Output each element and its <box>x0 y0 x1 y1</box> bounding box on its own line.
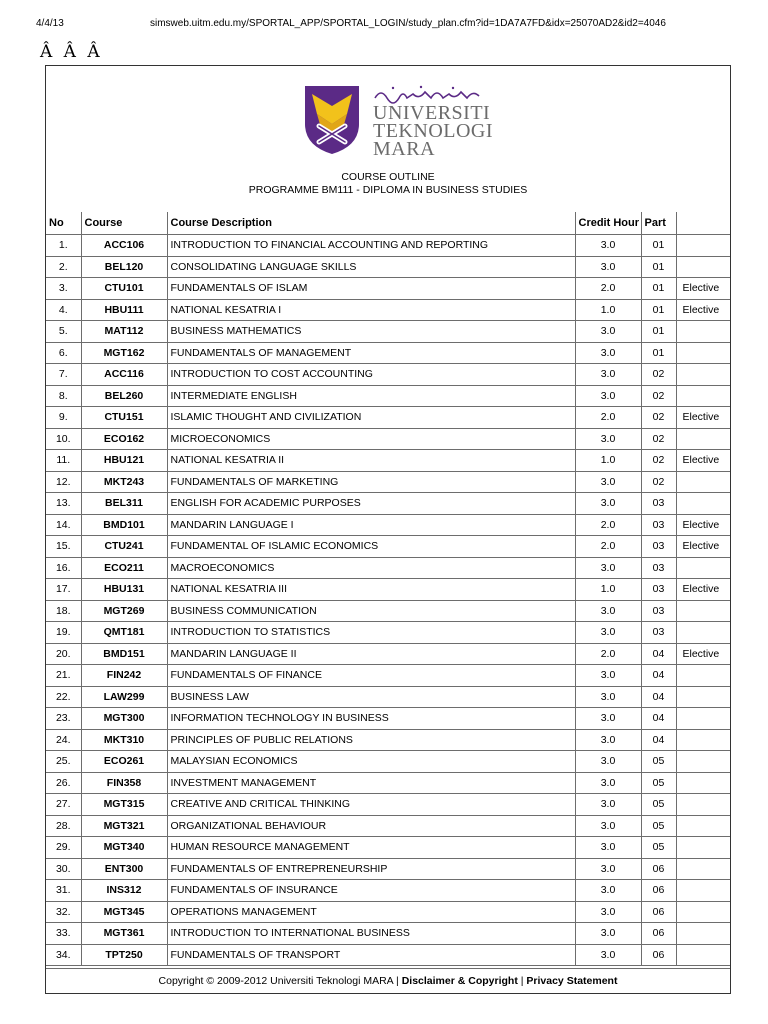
row-number: 12. <box>46 471 81 493</box>
course-description: MANDARIN LANGUAGE I <box>167 514 575 536</box>
table-row <box>46 729 730 751</box>
header-credit-hour: Credit Hour <box>575 212 641 235</box>
part-number: 02 <box>641 450 676 472</box>
row-number: 19. <box>46 622 81 644</box>
part-number: 05 <box>641 751 676 773</box>
uitm-crest-icon <box>303 84 361 156</box>
part-number: 03 <box>641 579 676 601</box>
stray-characters: Â Â Â <box>40 42 103 62</box>
row-number: 5. <box>46 321 81 343</box>
course-code: MGT269 <box>81 600 167 622</box>
privacy-statement-link[interactable]: Privacy Statement <box>526 975 618 987</box>
elective-flag: Elective <box>676 536 730 558</box>
credit-hour: 3.0 <box>575 708 641 730</box>
credit-hour: 2.0 <box>575 643 641 665</box>
course-code: MAT112 <box>81 321 167 343</box>
course-code: MGT300 <box>81 708 167 730</box>
course-description: MICROECONOMICS <box>167 428 575 450</box>
credit-hour: 3.0 <box>575 557 641 579</box>
part-number: 06 <box>641 858 676 880</box>
table-row <box>46 751 730 773</box>
part-number: 01 <box>641 278 676 300</box>
part-number: 04 <box>641 643 676 665</box>
course-description: MANDARIN LANGUAGE II <box>167 643 575 665</box>
elective-flag <box>676 428 730 450</box>
course-description: NATIONAL KESATRIA II <box>167 450 575 472</box>
row-number: 31. <box>46 880 81 902</box>
part-number: 04 <box>641 729 676 751</box>
part-number: 06 <box>641 944 676 966</box>
part-number: 05 <box>641 815 676 837</box>
course-description: HUMAN RESOURCE MANAGEMENT <box>167 837 575 859</box>
part-number: 04 <box>641 708 676 730</box>
credit-hour: 3.0 <box>575 858 641 880</box>
elective-flag <box>676 256 730 278</box>
course-code: ENT300 <box>81 858 167 880</box>
row-number: 24. <box>46 729 81 751</box>
elective-flag <box>676 235 730 257</box>
part-number: 06 <box>641 901 676 923</box>
elective-flag: Elective <box>676 299 730 321</box>
table-row <box>46 643 730 665</box>
course-description: OPERATIONS MANAGEMENT <box>167 901 575 923</box>
course-description: INTRODUCTION TO COST ACCOUNTING <box>167 364 575 386</box>
course-code: MGT340 <box>81 837 167 859</box>
table-row <box>46 794 730 816</box>
course-description: FUNDAMENTALS OF TRANSPORT <box>167 944 575 966</box>
elective-flag <box>676 708 730 730</box>
part-number: 02 <box>641 364 676 386</box>
elective-flag <box>676 385 730 407</box>
course-description: BUSINESS COMMUNICATION <box>167 600 575 622</box>
part-number: 01 <box>641 342 676 364</box>
part-number: 03 <box>641 514 676 536</box>
row-number: 6. <box>46 342 81 364</box>
table-row <box>46 622 730 644</box>
table-row <box>46 514 730 536</box>
elective-flag <box>676 364 730 386</box>
part-number: 01 <box>641 235 676 257</box>
logo-line-teknologi: TEKNOLOGI <box>373 120 494 142</box>
elective-flag <box>676 858 730 880</box>
row-number: 15. <box>46 536 81 558</box>
table-row <box>46 600 730 622</box>
course-code: CTU241 <box>81 536 167 558</box>
credit-hour: 3.0 <box>575 686 641 708</box>
course-code: INS312 <box>81 880 167 902</box>
header-elective <box>676 212 730 235</box>
row-number: 11. <box>46 450 81 472</box>
footer-separator: | <box>396 975 399 987</box>
course-description: FUNDAMENTALS OF ENTREPRENEURSHIP <box>167 858 575 880</box>
elective-flag: Elective <box>676 514 730 536</box>
elective-flag: Elective <box>676 278 730 300</box>
elective-flag <box>676 944 730 966</box>
credit-hour: 3.0 <box>575 471 641 493</box>
credit-hour: 3.0 <box>575 235 641 257</box>
course-code: TPT250 <box>81 944 167 966</box>
row-number: 1. <box>46 235 81 257</box>
elective-flag: Elective <box>676 643 730 665</box>
part-number: 02 <box>641 385 676 407</box>
part-number: 01 <box>641 299 676 321</box>
row-number: 17. <box>46 579 81 601</box>
course-code: ECO261 <box>81 751 167 773</box>
course-description: FUNDAMENTALS OF FINANCE <box>167 665 575 687</box>
row-number: 14. <box>46 514 81 536</box>
uitm-logo <box>303 84 493 158</box>
course-code: LAW299 <box>81 686 167 708</box>
row-number: 8. <box>46 385 81 407</box>
credit-hour: 2.0 <box>575 514 641 536</box>
part-number: 04 <box>641 686 676 708</box>
row-number: 16. <box>46 557 81 579</box>
course-description: NATIONAL KESATRIA III <box>167 579 575 601</box>
footer <box>46 968 730 993</box>
course-code: BEL260 <box>81 385 167 407</box>
course-code: MGT345 <box>81 901 167 923</box>
elective-flag <box>676 751 730 773</box>
table-row <box>46 686 730 708</box>
course-description: INTERMEDIATE ENGLISH <box>167 385 575 407</box>
course-description: FUNDAMENTALS OF MARKETING <box>167 471 575 493</box>
elective-flag <box>676 923 730 945</box>
table-row <box>46 256 730 278</box>
table-row <box>46 557 730 579</box>
course-description: INTRODUCTION TO FINANCIAL ACCOUNTING AND REPORTING <box>167 235 575 257</box>
table-row <box>46 364 730 386</box>
course-code: BMD101 <box>81 514 167 536</box>
table-row <box>46 342 730 364</box>
course-description: MALAYSIAN ECONOMICS <box>167 751 575 773</box>
course-code: CTU101 <box>81 278 167 300</box>
course-code: MGT315 <box>81 794 167 816</box>
course-code: ECO162 <box>81 428 167 450</box>
row-number: 25. <box>46 751 81 773</box>
course-description: INTRODUCTION TO STATISTICS <box>167 622 575 644</box>
course-code: ACC116 <box>81 364 167 386</box>
credit-hour: 2.0 <box>575 407 641 429</box>
table-row <box>46 450 730 472</box>
credit-hour: 3.0 <box>575 321 641 343</box>
table-row <box>46 385 730 407</box>
course-code: HBU111 <box>81 299 167 321</box>
table-row <box>46 665 730 687</box>
row-number: 4. <box>46 299 81 321</box>
course-description: FUNDAMENTAL OF ISLAMIC ECONOMICS <box>167 536 575 558</box>
credit-hour: 3.0 <box>575 385 641 407</box>
row-number: 26. <box>46 772 81 794</box>
part-number: 03 <box>641 493 676 515</box>
jawi-script-logo <box>373 84 481 104</box>
row-number: 30. <box>46 858 81 880</box>
credit-hour: 3.0 <box>575 944 641 966</box>
course-description: FUNDAMENTALS OF ISLAM <box>167 278 575 300</box>
row-number: 23. <box>46 708 81 730</box>
print-url: simsweb.uitm.edu.my/SPORTAL_APP/SPORTAL_LOGIN/study_plan.cfm?id=1DA7A7FD&idx=25070AD2&id2=4046 <box>150 18 666 29</box>
elective-flag <box>676 557 730 579</box>
course-description: NATIONAL KESATRIA I <box>167 299 575 321</box>
table-row <box>46 944 730 966</box>
course-description: FUNDAMENTALS OF INSURANCE <box>167 880 575 902</box>
part-number: 03 <box>641 536 676 558</box>
table-row <box>46 579 730 601</box>
elective-flag <box>676 622 730 644</box>
elective-flag <box>676 321 730 343</box>
table-row <box>46 493 730 515</box>
credit-hour: 3.0 <box>575 772 641 794</box>
table-row <box>46 321 730 343</box>
disclaimer-link[interactable]: Disclaimer & Copyright <box>401 975 518 987</box>
part-number: 02 <box>641 407 676 429</box>
course-description: INTRODUCTION TO INTERNATIONAL BUSINESS <box>167 923 575 945</box>
row-number: 22. <box>46 686 81 708</box>
row-number: 7. <box>46 364 81 386</box>
table-row <box>46 901 730 923</box>
course-code: HBU131 <box>81 579 167 601</box>
row-number: 13. <box>46 493 81 515</box>
table-row <box>46 923 730 945</box>
course-description: CONSOLIDATING LANGUAGE SKILLS <box>167 256 575 278</box>
elective-flag <box>676 600 730 622</box>
row-number: 33. <box>46 923 81 945</box>
elective-flag: Elective <box>676 407 730 429</box>
table-row <box>46 772 730 794</box>
part-number: 05 <box>641 772 676 794</box>
course-description: ORGANIZATIONAL BEHAVIOUR <box>167 815 575 837</box>
copyright-text: Copyright © 2009-2012 Universiti Teknologi MARA <box>158 975 394 987</box>
part-number: 06 <box>641 923 676 945</box>
row-number: 21. <box>46 665 81 687</box>
row-number: 28. <box>46 815 81 837</box>
course-code: FIN242 <box>81 665 167 687</box>
course-code: CTU151 <box>81 407 167 429</box>
elective-flag <box>676 880 730 902</box>
course-table <box>46 212 730 966</box>
credit-hour: 1.0 <box>575 579 641 601</box>
header-description: Course Description <box>167 212 575 235</box>
page-title <box>46 171 730 197</box>
row-number: 10. <box>46 428 81 450</box>
credit-hour: 1.0 <box>575 299 641 321</box>
part-number: 05 <box>641 794 676 816</box>
row-number: 18. <box>46 600 81 622</box>
part-number: 04 <box>641 665 676 687</box>
logo-wordmark <box>373 84 493 158</box>
header-part: Part <box>641 212 676 235</box>
footer-separator: | <box>520 975 524 987</box>
title-programme: PROGRAMME BM111 - DIPLOMA IN BUSINESS STUDIES <box>248 184 528 196</box>
part-number: 01 <box>641 321 676 343</box>
print-date: 4/4/13 <box>36 18 64 29</box>
header-no: No <box>46 212 81 235</box>
course-code: MGT162 <box>81 342 167 364</box>
course-code: ECO211 <box>81 557 167 579</box>
course-code: BMD151 <box>81 643 167 665</box>
elective-flag <box>676 772 730 794</box>
row-number: 9. <box>46 407 81 429</box>
part-number: 03 <box>641 600 676 622</box>
course-code: BEL311 <box>81 493 167 515</box>
course-outline-frame <box>45 65 731 994</box>
credit-hour: 3.0 <box>575 751 641 773</box>
table-row <box>46 428 730 450</box>
part-number: 02 <box>641 471 676 493</box>
course-code: QMT181 <box>81 622 167 644</box>
credit-hour: 1.0 <box>575 450 641 472</box>
course-description: CREATIVE AND CRITICAL THINKING <box>167 794 575 816</box>
table-row <box>46 880 730 902</box>
credit-hour: 3.0 <box>575 665 641 687</box>
course-description: PRINCIPLES OF PUBLIC RELATIONS <box>167 729 575 751</box>
table-row <box>46 708 730 730</box>
course-code: MKT243 <box>81 471 167 493</box>
elective-flag <box>676 686 730 708</box>
row-number: 34. <box>46 944 81 966</box>
row-number: 3. <box>46 278 81 300</box>
logo-line-mara: MARA <box>373 138 436 160</box>
credit-hour: 3.0 <box>575 880 641 902</box>
course-code: FIN358 <box>81 772 167 794</box>
course-description: ENGLISH FOR ACADEMIC PURPOSES <box>167 493 575 515</box>
course-code: ACC106 <box>81 235 167 257</box>
credit-hour: 3.0 <box>575 256 641 278</box>
elective-flag <box>676 837 730 859</box>
credit-hour: 3.0 <box>575 729 641 751</box>
course-code: MKT310 <box>81 729 167 751</box>
credit-hour: 3.0 <box>575 837 641 859</box>
elective-flag: Elective <box>676 450 730 472</box>
table-row <box>46 837 730 859</box>
elective-flag <box>676 665 730 687</box>
elective-flag: Elective <box>676 579 730 601</box>
part-number: 05 <box>641 837 676 859</box>
credit-hour: 3.0 <box>575 364 641 386</box>
title-course-outline: COURSE OUTLINE <box>341 171 435 183</box>
part-number: 03 <box>641 557 676 579</box>
header-course: Course <box>81 212 167 235</box>
elective-flag <box>676 901 730 923</box>
table-row <box>46 815 730 837</box>
elective-flag <box>676 471 730 493</box>
credit-hour: 3.0 <box>575 815 641 837</box>
course-description: INFORMATION TECHNOLOGY IN BUSINESS <box>167 708 575 730</box>
elective-flag <box>676 493 730 515</box>
course-description: ISLAMIC THOUGHT AND CIVILIZATION <box>167 407 575 429</box>
table-row <box>46 278 730 300</box>
course-code: MGT321 <box>81 815 167 837</box>
course-description: BUSINESS LAW <box>167 686 575 708</box>
table-row <box>46 235 730 257</box>
credit-hour: 3.0 <box>575 600 641 622</box>
row-number: 20. <box>46 643 81 665</box>
row-number: 27. <box>46 794 81 816</box>
logo-area <box>46 66 730 213</box>
course-code: MGT361 <box>81 923 167 945</box>
row-number: 29. <box>46 837 81 859</box>
elective-flag <box>676 815 730 837</box>
part-number: 06 <box>641 880 676 902</box>
credit-hour: 3.0 <box>575 794 641 816</box>
elective-flag <box>676 729 730 751</box>
part-number: 02 <box>641 428 676 450</box>
credit-hour: 3.0 <box>575 622 641 644</box>
elective-flag <box>676 342 730 364</box>
part-number: 03 <box>641 622 676 644</box>
table-header-row <box>46 212 730 235</box>
credit-hour: 2.0 <box>575 536 641 558</box>
logo-line-universiti: UNIVERSITI <box>373 102 491 124</box>
course-description: INVESTMENT MANAGEMENT <box>167 772 575 794</box>
credit-hour: 3.0 <box>575 428 641 450</box>
credit-hour: 3.0 <box>575 342 641 364</box>
course-description: FUNDAMENTALS OF MANAGEMENT <box>167 342 575 364</box>
elective-flag <box>676 794 730 816</box>
course-description: MACROECONOMICS <box>167 557 575 579</box>
course-table-body <box>46 235 730 966</box>
row-number: 32. <box>46 901 81 923</box>
part-number: 01 <box>641 256 676 278</box>
table-row <box>46 407 730 429</box>
course-description: BUSINESS MATHEMATICS <box>167 321 575 343</box>
course-code: HBU121 <box>81 450 167 472</box>
table-row <box>46 471 730 493</box>
credit-hour: 3.0 <box>575 493 641 515</box>
credit-hour: 2.0 <box>575 278 641 300</box>
credit-hour: 3.0 <box>575 901 641 923</box>
credit-hour: 3.0 <box>575 923 641 945</box>
table-row <box>46 299 730 321</box>
row-number: 2. <box>46 256 81 278</box>
table-row <box>46 536 730 558</box>
table-row <box>46 858 730 880</box>
course-code: BEL120 <box>81 256 167 278</box>
